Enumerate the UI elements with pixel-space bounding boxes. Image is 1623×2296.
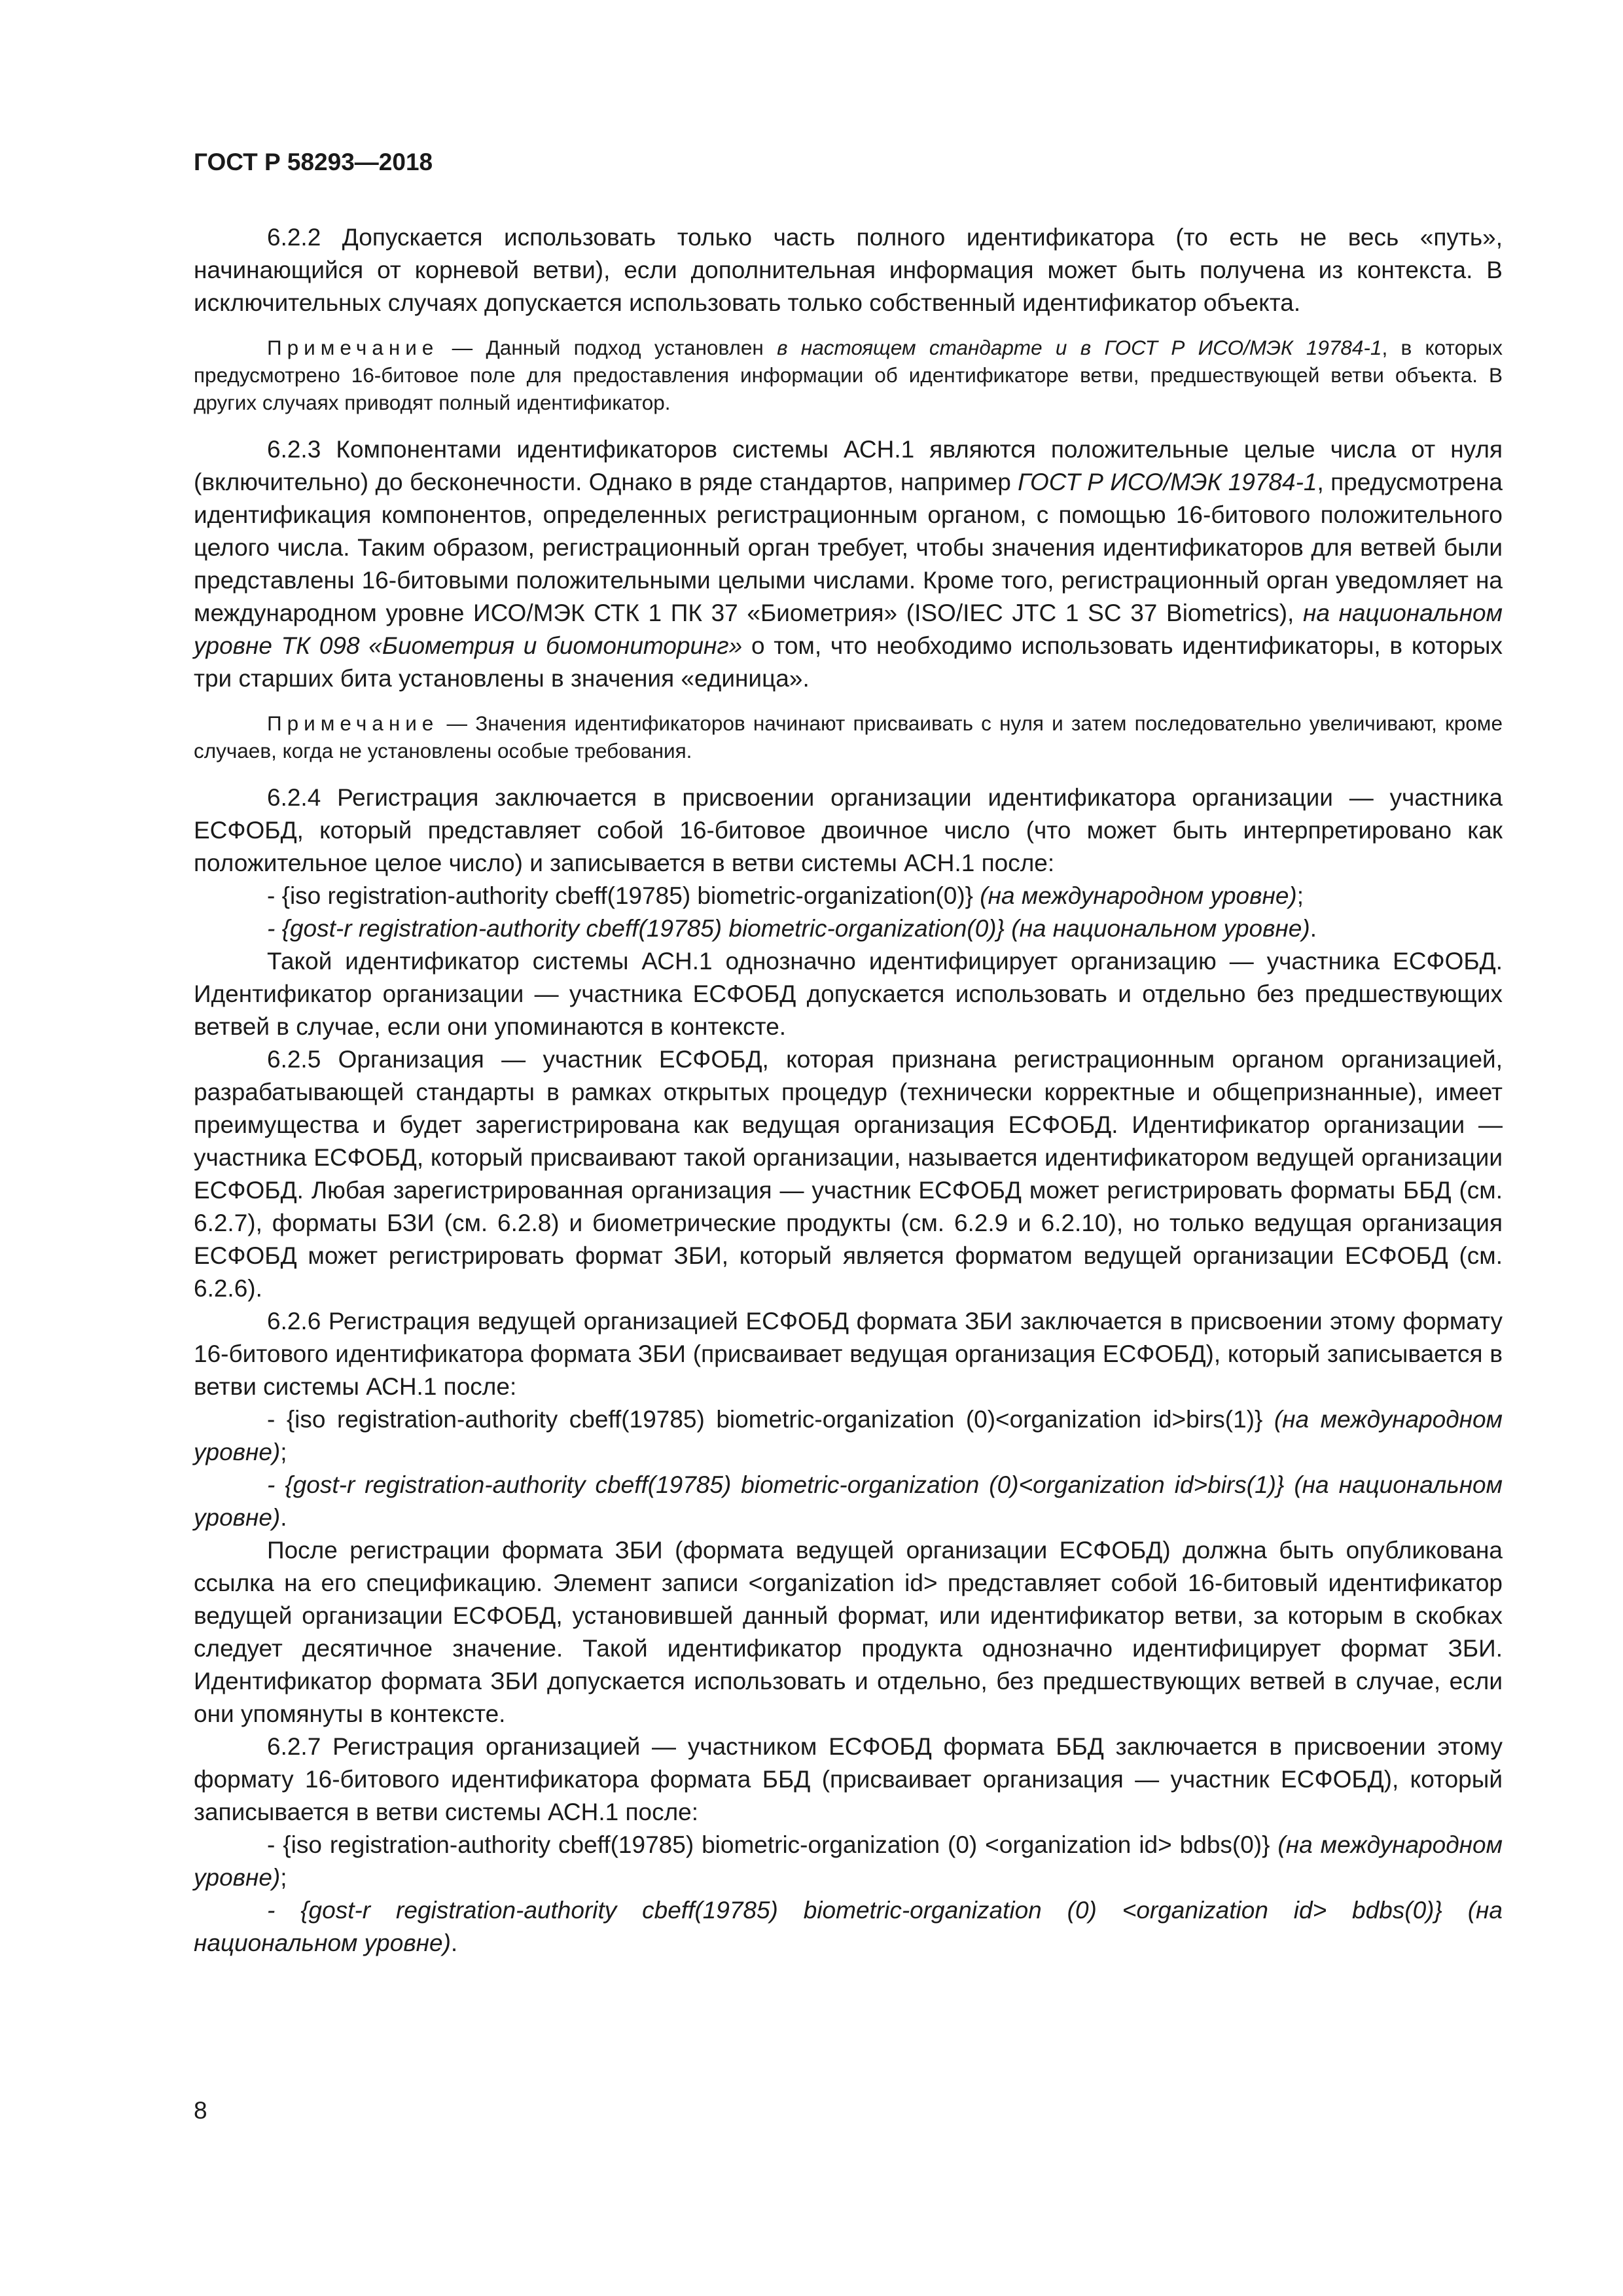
list-item-national: - {gost-r registration-authority cbeff(19785) biometric-organization (0) <organization id> bdbs(0)} (на национальном уровне). <box>194 1897 1503 1956</box>
paragraph-6-2-4: 6.2.4 Регистрация заключается в присвоении организации идентификатора организации — участника ЕСФОБД, который представляет собой 16-битовое двоичное число (что может быть интерпретировано как положительное целое число) и записывается в ветви системы АСН.1 после: <box>194 784 1503 876</box>
note-dash: — <box>438 336 486 359</box>
paragraph-6-2-2: 6.2.2 Допускается использовать только часть полного идентификатора (то есть не весь «путь», начинающийся от корневой ветви), если дополнительная информация может быть получена из контекста. В исключительных случаях допускается использовать только собственный идентификатор объекта. <box>194 224 1503 316</box>
document-page <box>194 148 1503 1960</box>
note-1: Примечание — Данный подход установлен в настоящем стандарте и в ГОСТ Р ИСО/МЭК 19784-1, в которых предусмотрено 16-битовое поле для предоставления информации об идентификаторе ветви, предшествующей ветви объекта. В других случаях приводят полный идентификатор. <box>194 336 1503 414</box>
paragraph-6-2-4-continued: Такой идентификатор системы АСН.1 однозначно идентифицирует организацию — участника ЕСФОБД. Идентификатор организации — участника ЕСФОБД допускается использовать и отдельно без предшествующих ветвей в случае, если они упоминаются в контексте. <box>194 948 1503 1040</box>
paragraph-6-2-3: 6.2.3 Компонентами идентификаторов системы АСН.1 являются положительные целые числа от нуля (включительно) до бесконечности. Однако в ряде стандартов, например ГОСТ Р ИСО/МЭК 19784-1, предусмотрена идентификация компонентов, определенных регистрационным органом, с помощью 16-битового положительного целого числа. Таким образом, регистрационный орган требует, чтобы значения идентификаторов для ветвей были представлены 16-битовыми положительными целыми числами. Кроме того, регистрационный орган уведомляет на международном уровне ИСО/МЭК СТК 1 ПК 37 «Биометрия» (ISO/IEC JTC 1 SC 37 Biometrics), на национальном уровне ТК 098 «Биометрия и биомониторинг» о том, что необходимо использовать идентификаторы, в которых три старших бита установлены в значения «единица». <box>194 436 1503 692</box>
note-label: Примечание <box>267 336 439 359</box>
list-item-international: - {iso registration-authority cbeff(19785) biometric-organization (0) <organization id> bdbs(0)} (на международном уровне); <box>194 1831 1503 1891</box>
paragraph-6-2-6-continued: После регистрации формата ЗБИ (формата ведущей организации ЕСФОБД) должна быть опубликована ссылка на его спецификацию. Элемент записи <organization id> представляет собой 16-битовый идентификатор ведущей организации ЕСФОБД, установившей данный формат, или идентификатор ветви, за которым в скобках следует десятичное значение. Такой идентификатор продукта однозначно идентифицирует формат ЗБИ. Идентификатор формата ЗБИ допускается использовать и отдельно, без предшествующих ветвей в случае, если они упомянуты в контексте. <box>194 1537 1503 1727</box>
note-2: Примечание — Значения идентификаторов начинают присваивать с нуля и затем последовательно увеличивают, кроме случаев, когда не установлены особые требования. <box>194 711 1503 762</box>
list-item-international: - {iso registration-authority cbeff(19785) biometric-organization(0)} (на международном уровне); <box>267 882 1304 909</box>
note-label: Примечание <box>267 711 439 735</box>
paragraph-6-2-5: 6.2.5 Организация — участник ЕСФОБД, которая признана регистрационным органом организацией, разрабатывающей стандарты в рамках открытых процедур (технически корректные и общепризнанные), имеет преимущества и будет зарегистрирована как ведущая организация ЕСФОБД. Идентификатор организации — участника ЕСФОБД, который присваивают такой организации, называется идентификатором ведущей организации ЕСФОБД. Любая зарегистрированная организация — участник ЕСФОБД может регистрировать форматы ББД (см. 6.2.7), форматы БЗИ (см. 6.2.8) и биометрические продукты (см. 6.2.9 и 6.2.10), но только ведущая организация ЕСФОБД может регистрировать формат ЗБИ, который является форматом ведущей организации ЕСФОБД (см. 6.2.6). <box>194 1046 1503 1302</box>
document-code-header: ГОСТ Р 58293—2018 <box>194 149 433 175</box>
paragraph-6-2-7: 6.2.7 Регистрация организацией — участником ЕСФОБД формата ББД заключается в присвоении этому формату 16-битового идентификатора формата ББД (присваивает организация — участник ЕСФОБД), который записывается в ветви системы АСН.1 после: <box>194 1733 1503 1825</box>
list-item-national: - {gost-r registration-authority cbeff(19785) biometric-organization(0)} (на национальном уровне). <box>267 915 1317 942</box>
note-dash: — <box>438 711 476 735</box>
paragraph-6-2-6: 6.2.6 Регистрация ведущей организацией ЕСФОБД формата ЗБИ заключается в присвоении этому формату 16-битового идентификатора формата ЗБИ (присваивает ведущая организация ЕСФОБД), который записывается в ветви системы АСН.1 после: <box>194 1308 1503 1400</box>
list-item-international: - {iso registration-authority cbeff(19785) biometric-organization (0)<organization id>birs(1)} (на международном уровне); <box>194 1406 1503 1465</box>
page-number: 8 <box>194 2097 207 2124</box>
list-item-national: - {gost-r registration-authority cbeff(19785) biometric-organization (0)<organization id>birs(1)} (на национальном уровне). <box>194 1471 1503 1531</box>
